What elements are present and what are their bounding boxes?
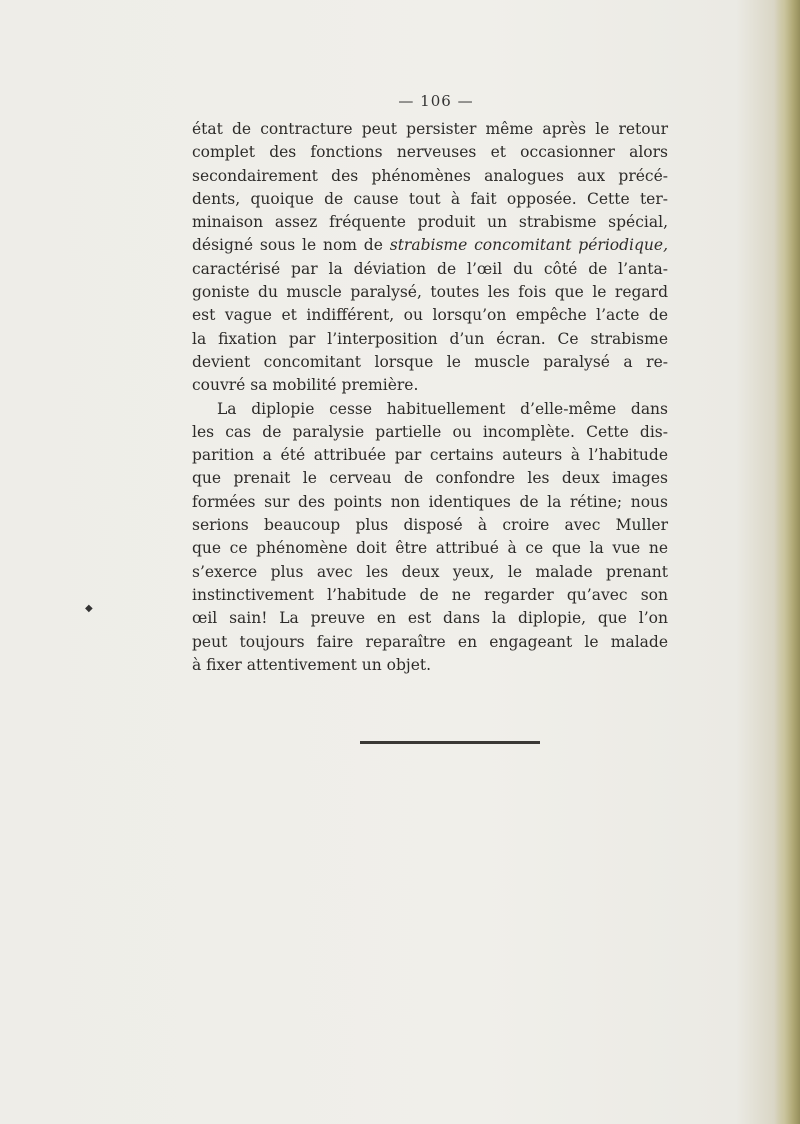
text-line: La diplopie cesse habituellement d’elle-même dans bbox=[217, 399, 668, 418]
text-line: état de contracture peut persister même après le retour bbox=[192, 120, 668, 138]
paragraph-2 bbox=[192, 398, 668, 678]
text-line: goniste du muscle paralysé, toutes les fois que le regard bbox=[192, 283, 668, 302]
page-edge-shadow bbox=[774, 0, 800, 1124]
text-line: couvré sa mobilité première. bbox=[192, 376, 419, 395]
text-line: parition a été attribuée par certains auteurs à l’habitude bbox=[192, 446, 668, 465]
text-line: minaison assez fréquente produit un strabisme spécial, bbox=[192, 213, 668, 232]
text-line: les cas de paralysie partielle ou incomplète. Cette dis- bbox=[192, 422, 668, 441]
text-line: serions beaucoup plus disposé à croire avec Muller bbox=[192, 516, 668, 535]
text-line: instinctivement l’habitude de ne regarder qu’avec son bbox=[192, 585, 668, 604]
text-line: que prenait le cerveau de confondre les deux images bbox=[192, 469, 668, 488]
body-text bbox=[192, 118, 668, 677]
text-line-with-italic bbox=[192, 234, 668, 257]
text-line: complet des fonctions nerveuses et occasionner alors bbox=[192, 143, 668, 162]
margin-mark: ◆ bbox=[85, 603, 93, 614]
text-line: s’exerce plus avec les deux yeux, le malade prenant bbox=[192, 562, 668, 581]
text-segment: désigné sous le nom de bbox=[192, 236, 390, 255]
text-line: devient concomitant lorsque le muscle paralysé a re- bbox=[192, 352, 668, 371]
text-line: œil sain! La preuve en est dans la diplopie, que l’on bbox=[192, 609, 668, 628]
text-line: peut toujours faire reparaître en engageant le malade bbox=[192, 632, 668, 651]
text-line: la fixation par l’interposition d’un écran. Ce strabisme bbox=[192, 329, 668, 348]
text-line: dents, quoique de cause tout à fait opposée. Cette ter- bbox=[192, 189, 668, 208]
section-rule bbox=[360, 741, 540, 744]
text-line: secondairement des phénomènes analogues aux précé- bbox=[192, 166, 668, 185]
text-line: à fixer attentivement un objet. bbox=[192, 655, 432, 674]
text-line: caractérisé par la déviation de l’œil du côté de l’anta- bbox=[192, 259, 668, 278]
text-line: formées sur des points non identiques de la rétine; nous bbox=[192, 492, 668, 511]
text-line: est vague et indifférent, ou lorsqu’on empêche l’acte de bbox=[192, 306, 668, 325]
page-number: — 106 — bbox=[398, 92, 474, 110]
paragraph-1 bbox=[192, 118, 668, 398]
italic-term: strabisme concomitant périodique, bbox=[389, 236, 668, 255]
text-line: que ce phénomène doit être attribué à ce que la vue ne bbox=[192, 539, 668, 558]
